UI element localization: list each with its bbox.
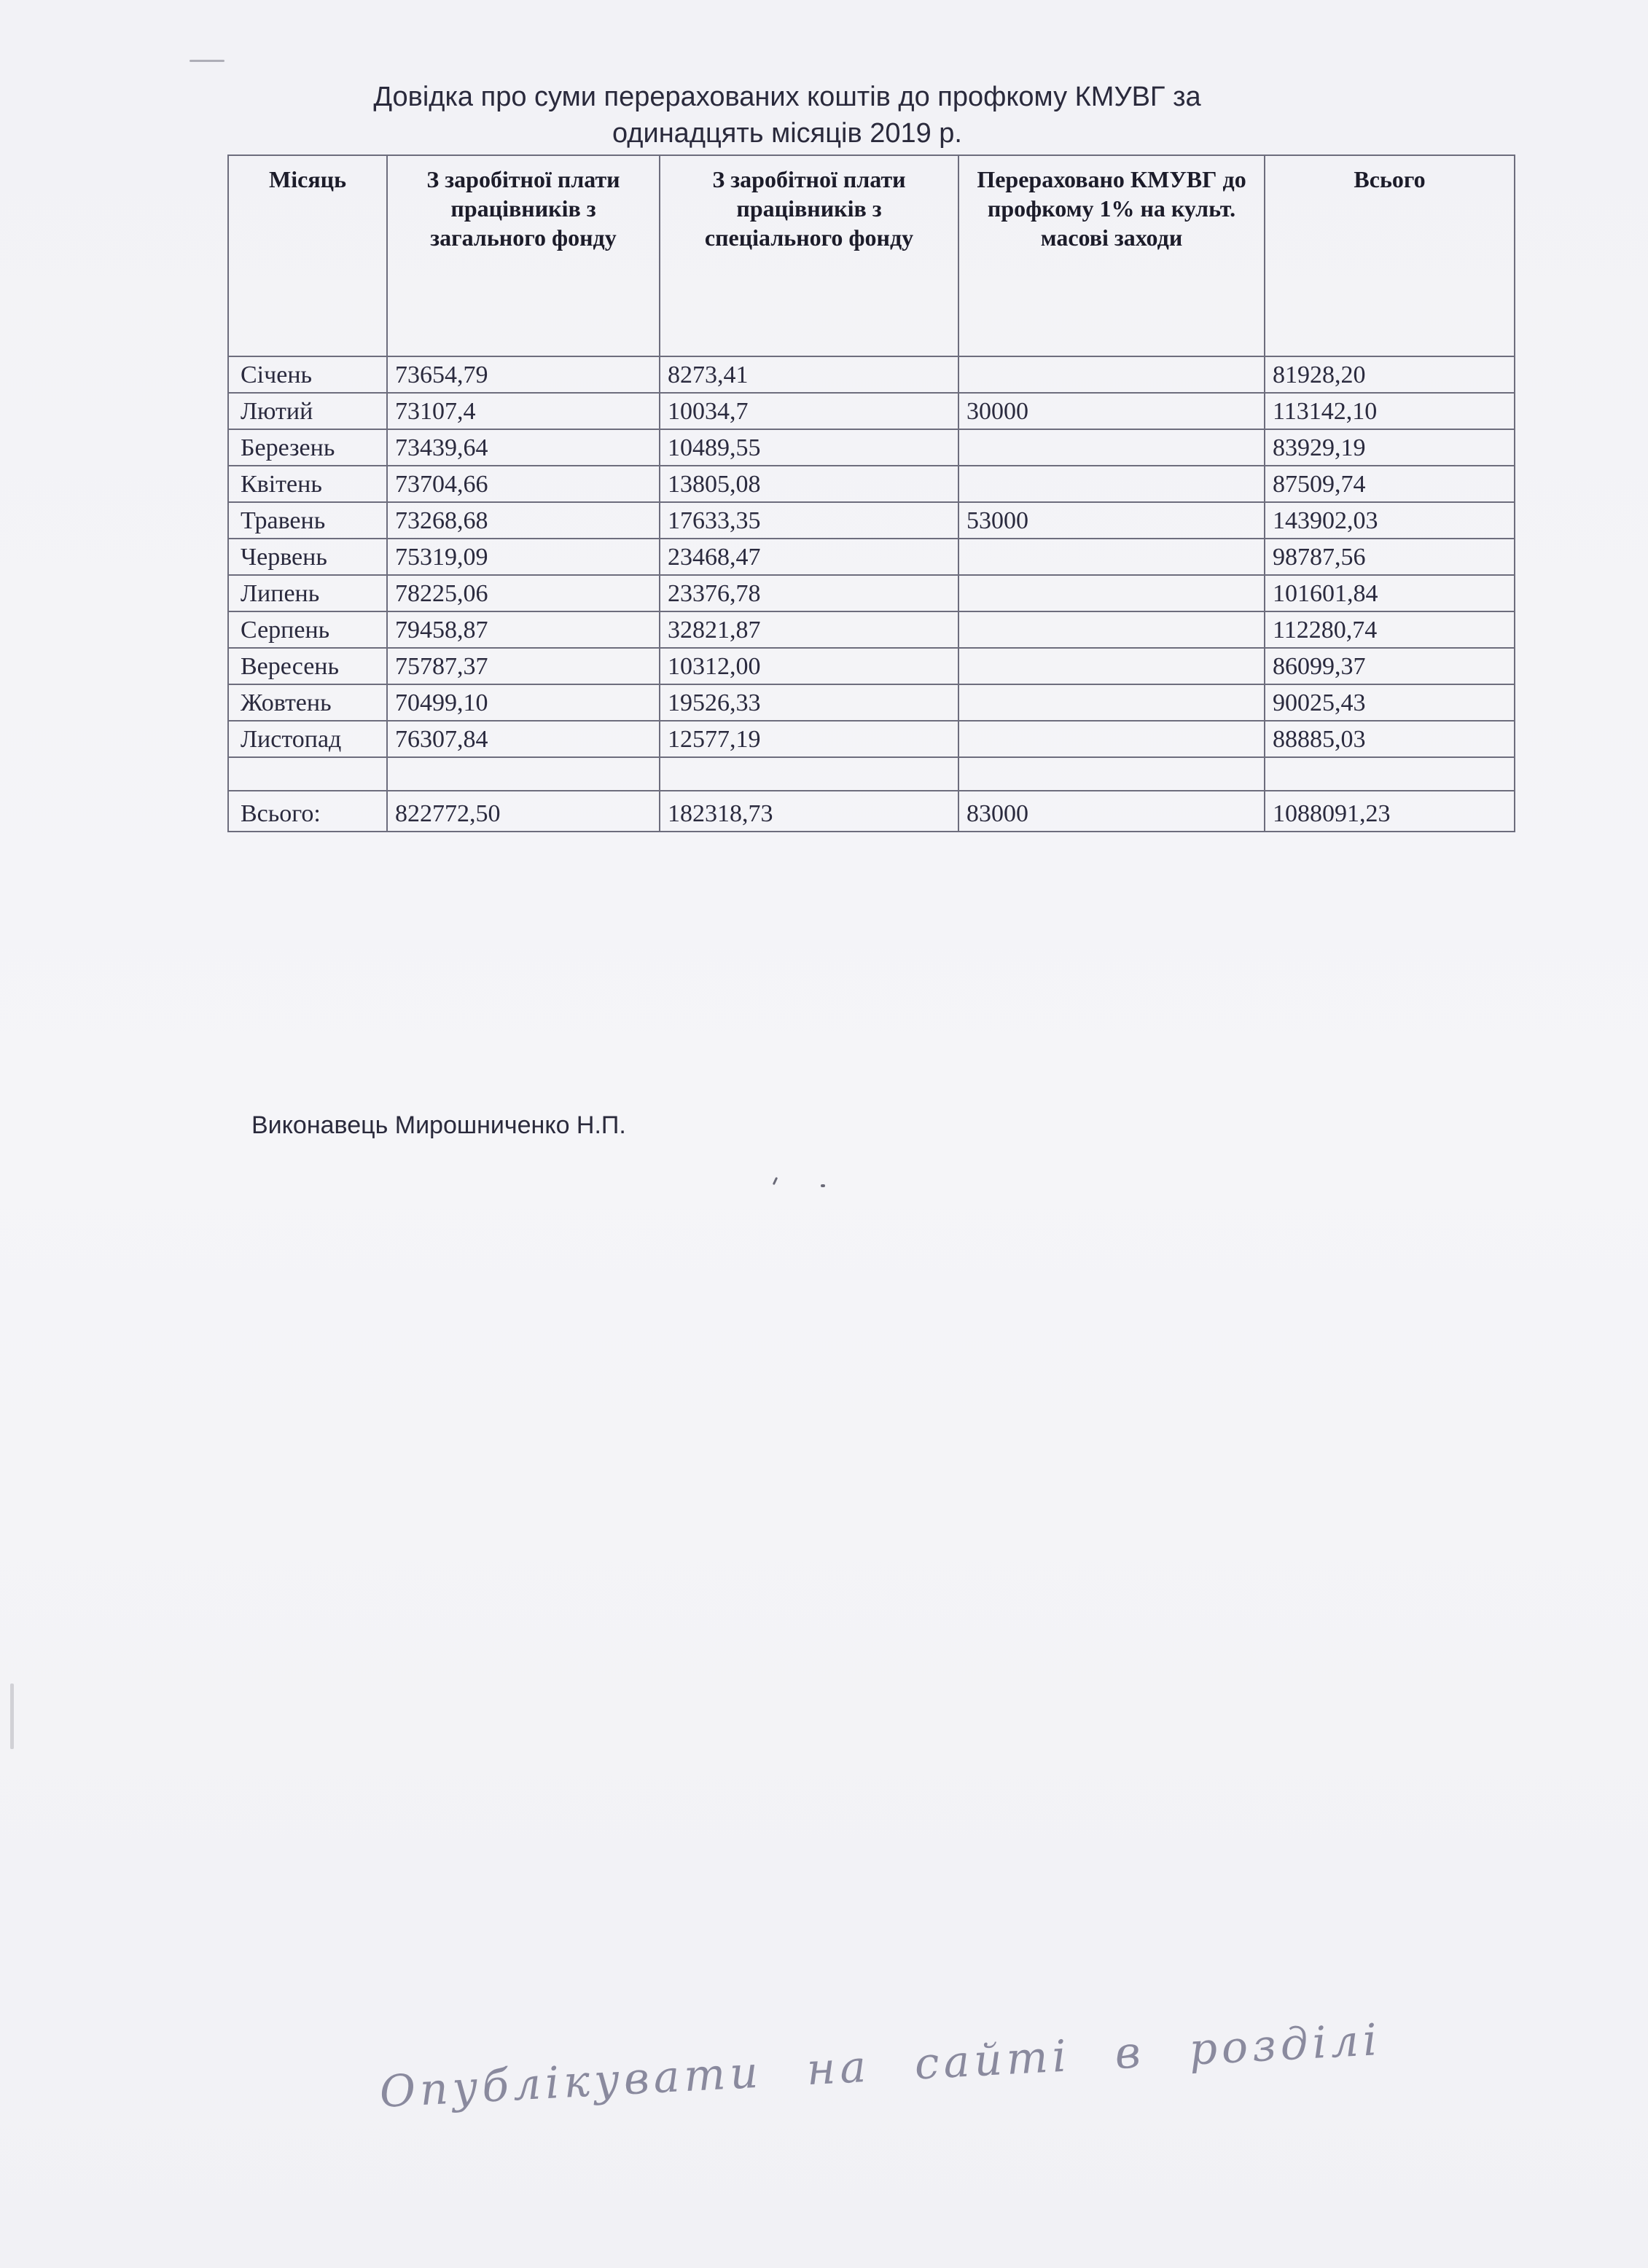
cell-special: 13805,08	[660, 466, 958, 502]
table-row	[228, 356, 1515, 393]
table-row	[228, 611, 1515, 648]
pen-dot	[773, 1177, 778, 1185]
cell-transferred	[958, 575, 1265, 611]
cell-total: 81928,20	[1265, 356, 1515, 393]
cell-month: Травень	[228, 502, 387, 539]
table-row	[228, 575, 1515, 611]
cell-month: Червень	[228, 539, 387, 575]
cell-general: 75787,37	[387, 648, 660, 684]
cell-transferred	[958, 721, 1265, 757]
signer-line: Виконавець Мирошниченко Н.П.	[251, 1111, 626, 1139]
cell-month: Вересень	[228, 648, 387, 684]
cell-transferred	[958, 429, 1265, 466]
cell-general: 73704,66	[387, 466, 660, 502]
header-month: Місяць	[228, 155, 387, 356]
cell-general: 75319,09	[387, 539, 660, 575]
cell-special: 23376,78	[660, 575, 958, 611]
cell-transferred: 53000	[958, 502, 1265, 539]
transfers-table	[227, 155, 1515, 832]
pen-dot	[821, 1184, 825, 1187]
cell-transferred	[958, 539, 1265, 575]
cell-general: 73654,79	[387, 356, 660, 393]
cell-total	[1265, 757, 1515, 791]
cell-total: 101601,84	[1265, 575, 1515, 611]
cell-month: Жовтень	[228, 684, 387, 721]
cell-general: 70499,10	[387, 684, 660, 721]
cell-transferred	[958, 466, 1265, 502]
table-row	[228, 393, 1515, 429]
cell-general: 73439,64	[387, 429, 660, 466]
title-line-1: Довідка про суми перерахованих коштів до профкому КМУВГ за	[373, 82, 1201, 112]
table-row	[228, 648, 1515, 684]
header-general-fund: З заробітної плати працівників з загального фонду	[387, 155, 660, 356]
document-title	[219, 79, 1356, 152]
cell-special: 12577,19	[660, 721, 958, 757]
cell-total: 113142,10	[1265, 393, 1515, 429]
table-header-row	[228, 155, 1515, 356]
cell-general: 76307,84	[387, 721, 660, 757]
header-special-fund: З заробітної плати працівників з спеціального фонду	[660, 155, 958, 356]
cell-special: 23468,47	[660, 539, 958, 575]
table-body	[228, 356, 1515, 832]
cell-total: 112280,74	[1265, 611, 1515, 648]
cell-month: Березень	[228, 429, 387, 466]
cell-total: 86099,37	[1265, 648, 1515, 684]
cell-special	[660, 757, 958, 791]
cell-transferred: 30000	[958, 393, 1265, 429]
cell-special: 10034,7	[660, 393, 958, 429]
table-row	[228, 684, 1515, 721]
table-row	[228, 539, 1515, 575]
blank-row	[228, 757, 1515, 791]
cell-month	[228, 757, 387, 791]
table-row	[228, 502, 1515, 539]
cell-month: Всього:	[228, 791, 387, 832]
cell-total: 143902,03	[1265, 502, 1515, 539]
table-row	[228, 429, 1515, 466]
cell-month: Квітень	[228, 466, 387, 502]
cell-transferred	[958, 611, 1265, 648]
cell-total: 1088091,23	[1265, 791, 1515, 832]
cell-general: 73268,68	[387, 502, 660, 539]
cell-general: 79458,87	[387, 611, 660, 648]
totals-row	[228, 791, 1515, 832]
scan-mark	[190, 60, 224, 62]
handwritten-note: Опублікувати на сайті в розділі	[378, 2014, 1383, 2118]
cell-month: Липень	[228, 575, 387, 611]
cell-transferred	[958, 684, 1265, 721]
cell-special: 182318,73	[660, 791, 958, 832]
cell-special: 8273,41	[660, 356, 958, 393]
cell-general: 78225,06	[387, 575, 660, 611]
scan-mark	[10, 1684, 14, 1749]
table-row	[228, 721, 1515, 757]
cell-total: 90025,43	[1265, 684, 1515, 721]
cell-total: 83929,19	[1265, 429, 1515, 466]
table-row	[228, 466, 1515, 502]
cell-month: Листопад	[228, 721, 387, 757]
cell-total: 98787,56	[1265, 539, 1515, 575]
header-transferred: Перераховано КМУВГ до профкому 1% на культ. масові заходи	[958, 155, 1265, 356]
cell-transferred	[958, 648, 1265, 684]
cell-special: 32821,87	[660, 611, 958, 648]
cell-transferred	[958, 356, 1265, 393]
cell-general	[387, 757, 660, 791]
cell-total: 88885,03	[1265, 721, 1515, 757]
cell-general: 73107,4	[387, 393, 660, 429]
cell-special: 17633,35	[660, 502, 958, 539]
cell-general: 822772,50	[387, 791, 660, 832]
header-total: Всього	[1265, 155, 1515, 356]
cell-special: 10312,00	[660, 648, 958, 684]
cell-transferred: 83000	[958, 791, 1265, 832]
cell-transferred	[958, 757, 1265, 791]
cell-month: Серпень	[228, 611, 387, 648]
cell-month: Лютий	[228, 393, 387, 429]
cell-total: 87509,74	[1265, 466, 1515, 502]
cell-special: 19526,33	[660, 684, 958, 721]
cell-special: 10489,55	[660, 429, 958, 466]
title-line-2: одинадцять місяців 2019 р.	[612, 118, 962, 149]
cell-month: Січень	[228, 356, 387, 393]
